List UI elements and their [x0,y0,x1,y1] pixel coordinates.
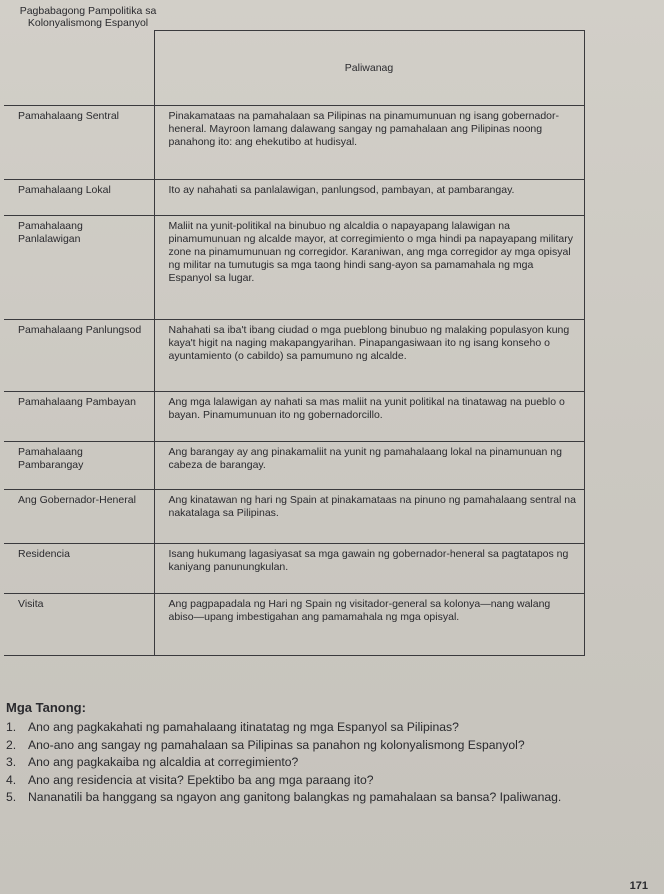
definition-cell: Pinakamataas na pamahalaan sa Pilipinas na pinamumunuan ng isang gobernador-heneral. Mayroon lamang dalawang sangay ng pamahalaan ang Pilipinas noong panahong ito: ang ehekutibo at hudisyal. [154,106,584,180]
question-number: 2. [6,737,17,752]
question-text: Ano ang pagkakahati ng pamahalaang itinatatag ng mga Espanyol sa Pilipinas? [28,720,459,734]
page-number: 171 [629,880,648,892]
table-row [4,180,584,216]
definition-cell: Ito ay nahahati sa panlalawigan, panlungsod, pambayan, at pambarangay. [154,180,584,216]
table-row [4,442,584,490]
term-cell: Pamahalaang Pambayan [4,392,154,442]
definition-cell: Isang hukumang lagasiyasat sa mga gawain ng gobernador-heneral sa pagtatapos ng kaniyang panunungkulan. [154,544,584,594]
table-row [4,544,584,594]
question-number: 1. [6,720,17,734]
questions-list [6,719,656,807]
question-text: Ano ang pagkakaiba ng alcaldia at corregimiento? [28,755,299,769]
definition-cell: Ang kinatawan ng hari ng Spain at pinakamataas na pinuno ng pamahalaang sentral na nakatalaga sa Pilipinas. [154,490,584,544]
table-row [4,490,584,544]
list-item [6,737,656,755]
table-row [4,392,584,442]
questions-title: Mga Tanong: [6,700,86,715]
question-number: 4. [6,772,17,787]
definition-cell: Nahahati sa iba't ibang ciudad o mga pueblong binubuo ng malaking populasyon kung kaya't higit na naging makapangyarihan. Pinapangasiwaan ito ng isang konseho o ayuntamiento (o cabildo) sa pamumuno ng alcalde. [154,320,584,392]
table-header-left [4,4,157,106]
table-header-row [4,31,584,106]
table-header-right: Paliwanag [154,31,584,106]
term-cell: Pamahalaang Panlungsod [4,320,154,392]
term-cell: Pamahalaang Pambarangay [4,442,154,490]
list-item [6,719,656,737]
question-text: Ano ang residencia at visita? Epektibo ba ang mga paraang ito? [28,772,374,787]
government-table [4,4,585,656]
question-text: Ano-ano ang sangay ng pamahalaan sa Pilipinas sa panahon ng kolonyalismong Espanyol? [28,737,525,752]
term-cell: Pamahalaang Panlalawigan [4,216,154,320]
list-item [6,754,656,772]
table-row [4,216,584,320]
term-cell: Pamahalaang Lokal [4,180,154,216]
term-cell: Visita [4,594,154,656]
definition-cell: Ang barangay ay ang pinakamaliit na yunit ng pamahalaang lokal na pinamunuan ng cabeza de barangay. [154,442,584,490]
definition-cell: Ang pagpapadala ng Hari ng Spain ng visitador-general sa kolonya—nang walang abiso—upang imbestigahan ang pamamahala ng mga opisyal. [154,594,584,656]
term-cell: Ang Gobernador-Heneral [4,490,154,544]
table-row [4,106,584,180]
header-left-label: Pagbabagong Pampolitika sa Kolonyalismong Espanyol [19,4,157,29]
question-number: 5. [6,790,17,804]
term-cell: Residencia [4,544,154,594]
question-number: 3. [6,755,17,769]
list-item [6,772,656,790]
definition-cell: Maliit na yunit-politikal na binubuo ng alcaldia o napayapang lalawigan na pinamumunuan ng alcalde mayor, at corregimiento o mga hindi pa napayapang military zone na pinamumunuan ng corregidor. Karaniwan, ang mga corregidor ay mga opisyal ng militar na tumutugis sa mga taong hindi sang-ayon sa pamamahala ng mga Espanyol sa lugar. [154,216,584,320]
term-cell: Pamahalaang Sentral [4,106,154,180]
list-item [6,789,656,807]
definition-cell: Ang mga lalawigan ay nahati sa mas maliit na yunit politikal na tinatawag na pueblo o bayan. Pinamumunuan ito ng gobernadorcillo. [154,392,584,442]
table-row [4,594,584,656]
table-row [4,320,584,392]
question-text: Nananatili ba hanggang sa ngayon ang ganitong balangkas ng pamahalaan sa bansa? Ipaliwanag. [28,790,562,804]
